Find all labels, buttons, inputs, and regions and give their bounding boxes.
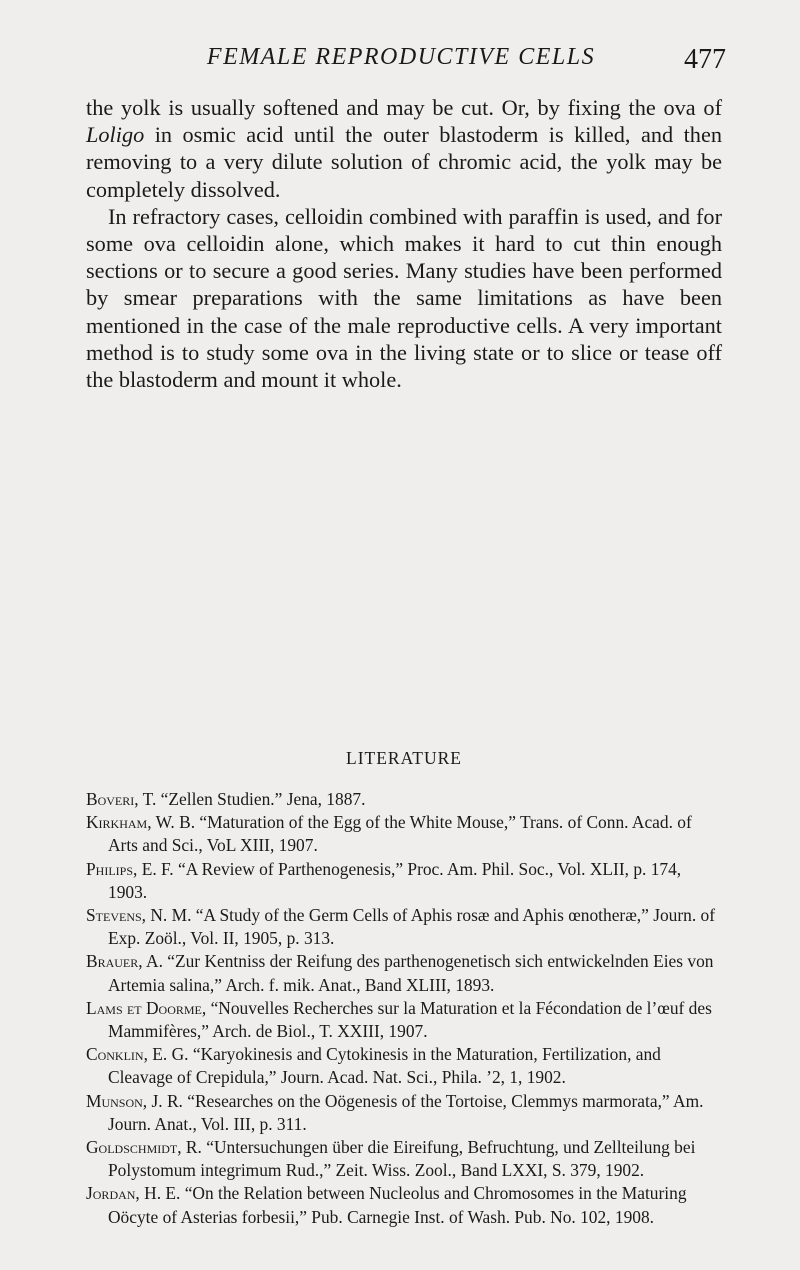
- reference-item: Stevens, N. M. “A Study of the Germ Cells of Aphis rosæ and Aphis œnotheræ,” Journ. of Exp. Zoöl., Vol. II, 1905, p. 313.: [86, 905, 716, 949]
- reference-item: Brauer, A. “Zur Kentniss der Reifung des parthenogenetisch sich entwickelnden Eies von Artemia salina,” Arch. f. mik. Anat., Band XLIII, 1893.: [86, 951, 714, 995]
- reference-item: Goldschmidt, R. “Untersuchungen über die Eireifung, Befruchtung, und Zellteilung bei Polystomum integrimum Rud.,” Zeit. Wiss. Zool., Band LXXI, S. 379, 1902.: [86, 1137, 696, 1181]
- reference-item: Lams et Doorme, “Nouvelles Recherches sur la Maturation et la Fécondation de l’œuf des Mammifères,” Arch. de Biol., T. XXIII, 1907.: [86, 997, 712, 1042]
- reference-item: Boveri, T. “Zellen Studien.” Jena, 1887.: [86, 789, 366, 809]
- reference-author: Jordan, H. E.: [86, 1183, 181, 1204]
- reference-item: Munson, J. R. “Researches on the Oögenesis of the Tortoise, Clemmys marmorata,” Am. Journ. Anat., Vol. III, p. 311.: [86, 1090, 704, 1134]
- reference-author: Philips, E. F.: [86, 858, 174, 879]
- running-title: FEMALE REPRODUCTIVE CELLS: [206, 44, 596, 70]
- paragraph: the yolk is usually softened and may be cut. Or, by fixing the ova of Loligo in osmic acid until the outer blastoderm is killed, and then removing to a very dilute solution of chromic acid, the yolk may be completely dissolved.: [86, 95, 722, 202]
- section-heading: LITERATURE: [346, 748, 462, 768]
- reference-author: Goldschmidt, R.: [86, 1137, 202, 1158]
- reference-author: Munson, J. R.: [86, 1090, 183, 1111]
- body-text: [86, 94, 722, 393]
- reference-author: Stevens, N. M.: [86, 905, 192, 926]
- reference-item: Jordan, H. E. “On the Relation between Nucleolus and Chromosomes in the Maturing Oöcyte of Asterias forbesii,” Pub. Carnegie Inst. of Wash. Pub. No. 102, 1908.: [86, 1183, 687, 1227]
- running-header: [86, 42, 726, 82]
- reference-item: Kirkham, W. B. “Maturation of the Egg of the White Mouse,” Trans. of Conn. Acad. of Arts and Sci., VoL XIII, 1907.: [86, 812, 692, 856]
- reference-author: Conklin, E. G.: [86, 1044, 189, 1065]
- reference-list: [86, 788, 724, 1229]
- page-number: 477: [684, 44, 726, 75]
- reference-author: Kirkham, W. B.: [86, 812, 196, 833]
- reference-author: Lams et Doorme,: [86, 997, 207, 1018]
- paragraph: In refractory cases, celloidin combined with paraffin is used, and for some ova celloidin alone, which makes it hard to cut thin enough sections or to secure a good series. Many studies have been performed by smear preparations with the same limitations as have been mentioned in the case of the male reproductive cells. A very important method is to study some ova in the living state or to slice or tease off the blastoderm and mount it whole.: [86, 203, 722, 393]
- genus-name: Loligo: [86, 122, 145, 148]
- reference-author: Brauer, A.: [86, 951, 163, 972]
- reference-author: Boveri, T.: [86, 789, 157, 809]
- reference-item: Philips, E. F. “A Review of Parthenogenesis,” Proc. Am. Phil. Soc., Vol. XLII, p. 174, 1903.: [86, 858, 682, 902]
- reference-item: Conklin, E. G. “Karyokinesis and Cytokinesis in the Maturation, Fertilization, and Cleavage of Crepidula,” Journ. Acad. Nat. Sci., Phila. ’2, 1, 1902.: [86, 1044, 661, 1088]
